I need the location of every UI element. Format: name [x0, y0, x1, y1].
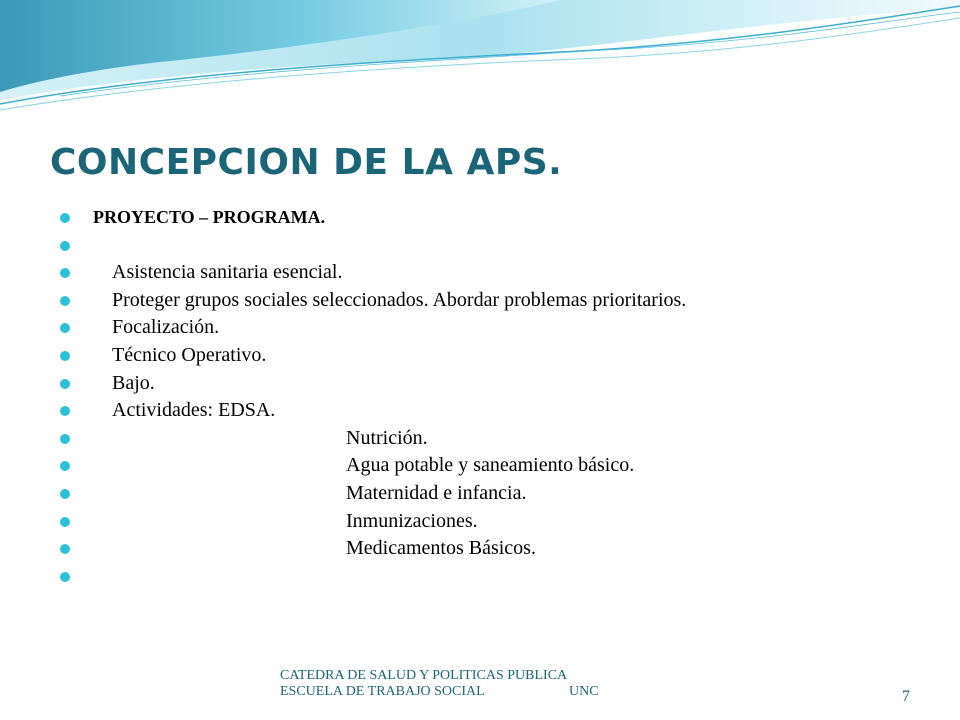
bullet-text: PROYECTO – PROGRAMA. — [93, 207, 326, 227]
bullet-dot-icon — [60, 213, 70, 223]
bullet-dot-icon — [60, 434, 70, 444]
footer-line-1: CATEDRA DE SALUD Y POLITICAS PUBLICA — [280, 668, 568, 683]
bullet-text: Nutrición. — [346, 426, 428, 449]
bullet-text: Inmunizaciones. — [346, 509, 478, 532]
page-number: 7 — [902, 688, 910, 705]
bullet-item — [60, 204, 940, 232]
bullet-dot-icon — [60, 406, 70, 416]
bullet-item — [60, 508, 940, 536]
bullet-item — [60, 232, 940, 260]
bullet-text: Agua potable y saneamiento básico. — [346, 454, 635, 477]
header-wave-decoration — [0, 0, 960, 130]
bullet-dot-icon — [60, 296, 70, 306]
bullet-dot-icon — [60, 544, 70, 554]
slide-footer — [280, 668, 610, 700]
footer-school: ESCUELA DE TRABAJO SOCIAL — [280, 684, 485, 699]
slide-title: CONCEPCION DE LA APS. — [50, 142, 563, 183]
bullet-text: Maternidad e infancia. — [346, 481, 527, 504]
bullet-item — [60, 370, 940, 398]
bullet-dot-icon — [60, 572, 70, 582]
bullet-dot-icon — [60, 379, 70, 389]
bullet-text: Técnico Operativo. — [112, 343, 267, 366]
bullet-text: Medicamentos Básicos. — [346, 537, 536, 560]
bullet-text: Proteger grupos sociales seleccionados. Abordar problemas prioritarios. — [112, 288, 687, 311]
bullet-dot-icon — [60, 461, 70, 471]
bullet-text: Actividades: EDSA. — [112, 399, 276, 422]
bullet-dot-icon — [60, 489, 70, 499]
footer-line-2 — [280, 684, 610, 700]
bullet-text: Asistencia sanitaria esencial. — [112, 261, 343, 284]
bullet-item — [60, 425, 940, 453]
bullet-list — [60, 204, 940, 590]
bullet-dot-icon — [60, 241, 70, 251]
bullet-item — [60, 287, 940, 315]
bullet-text: Focalización. — [112, 316, 220, 339]
bullet-item — [60, 535, 940, 563]
bullet-dot-icon — [60, 268, 70, 278]
bullet-item — [60, 480, 940, 508]
bullet-item — [60, 563, 940, 591]
bullet-dot-icon — [60, 323, 70, 333]
bullet-item — [60, 452, 940, 480]
bullet-dot-icon — [60, 351, 70, 361]
bullet-dot-icon — [60, 517, 70, 527]
bullet-text: Bajo. — [112, 371, 155, 394]
bullet-item — [60, 342, 940, 370]
footer-university: UNC — [569, 684, 599, 699]
bullet-item — [60, 259, 940, 287]
bullet-item — [60, 397, 940, 425]
bullet-item — [60, 314, 940, 342]
